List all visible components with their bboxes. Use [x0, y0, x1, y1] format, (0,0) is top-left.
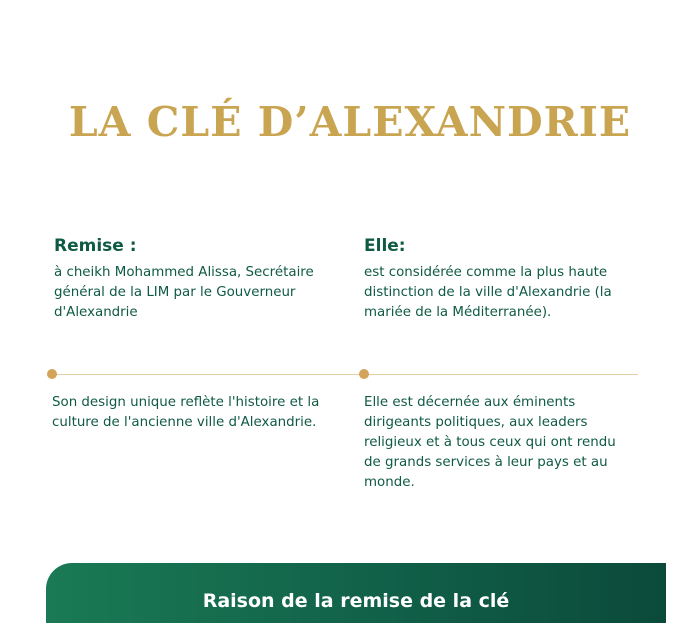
timeline-divider-left: [52, 374, 364, 375]
reason-banner-title: Raison de la remise de la clé: [202, 590, 510, 612]
design-text: Son design unique reflète l'histoire et la culture de l'ancienne ville d'Alexandrie.: [52, 395, 320, 430]
timeline-divider-right: [364, 374, 638, 375]
elle-text: est considérée comme la plus haute distinction de la ville d'Alexandrie (la mariée de la Méditerranée).: [364, 265, 612, 320]
page-title: LA CLÉ D’ALEXANDRIE: [68, 98, 632, 146]
remise-heading: Remise :: [54, 236, 137, 256]
recipients-text: Elle est décernée aux éminents dirigeants politiques, aux leaders religieux et à tous ceux qui ont rendu de grands services à leur pays et au monde.: [364, 395, 616, 490]
reason-banner: [46, 563, 666, 623]
remise-text: à cheikh Mohammed Alissa, Secrétaire général de la LIM par le Gouverneur d'Alexandrie: [54, 265, 314, 320]
elle-heading: Elle:: [364, 236, 406, 256]
timeline-dot-left: [47, 369, 57, 379]
timeline-dot-right: [359, 369, 369, 379]
